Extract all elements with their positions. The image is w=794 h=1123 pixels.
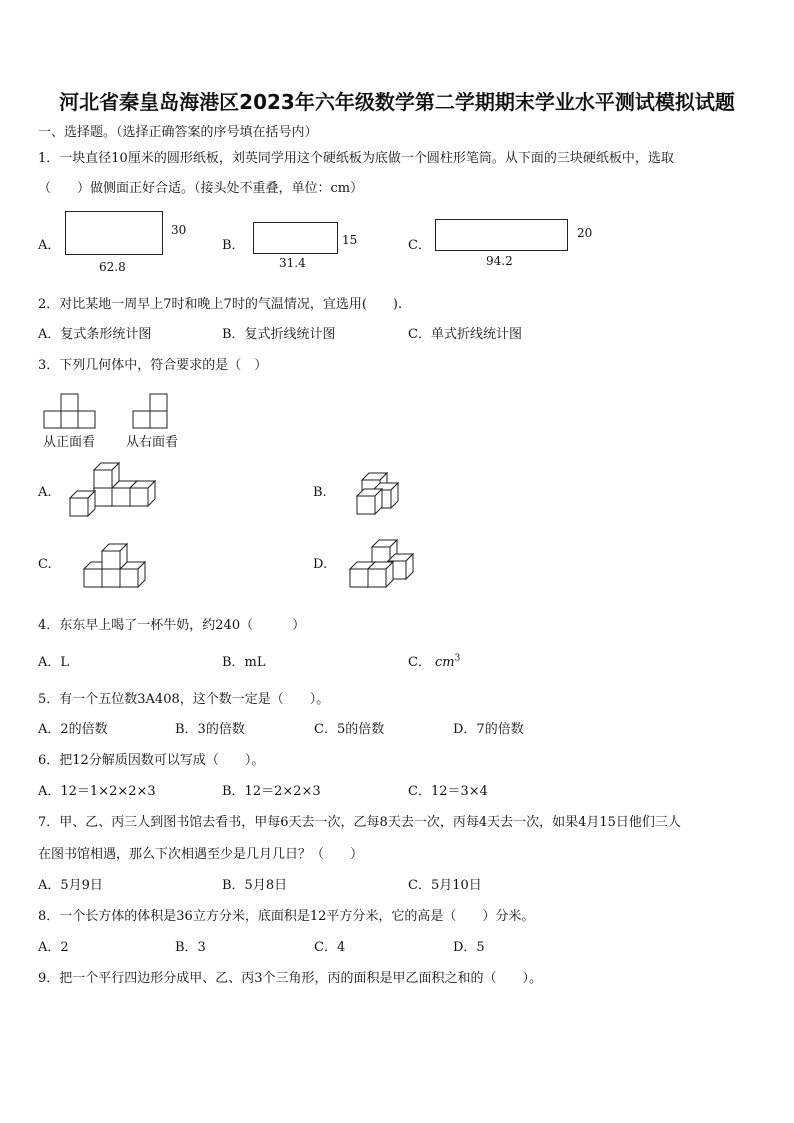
q1-option-b-width: 31.4 (279, 256, 306, 270)
q6-option-a[interactable]: A．12＝1×2×2×3 (38, 784, 156, 799)
q3-option-a-label[interactable]: A. (38, 485, 52, 500)
q5-option-a[interactable]: A．2的倍数 (38, 722, 108, 737)
q3-option-b-label[interactable]: B. (313, 485, 327, 500)
cube (130, 481, 155, 506)
q6-option-b[interactable]: B．12＝2×2×3 (222, 784, 321, 799)
q8-option-d[interactable]: D．5 (453, 940, 485, 955)
q1-option-a-width: 62.8 (99, 260, 126, 274)
right-view-caption: 从右面看 (126, 435, 179, 450)
cube (368, 562, 393, 587)
front-view-figure (44, 393, 104, 429)
q1-option-a-height: 30 (171, 223, 187, 237)
q4-option-c-unit-exponent: 3 (454, 653, 461, 664)
q7-option-b[interactable]: B．5月8日 (222, 878, 288, 893)
cube (70, 491, 95, 516)
q1-option-a-rectangle (65, 211, 163, 255)
q1-option-c-label[interactable]: C． (408, 238, 431, 253)
q4-option-a[interactable]: A．L (38, 655, 70, 670)
front-view-caption: 从正面看 (43, 435, 96, 450)
question-1-line-2: （ ）做侧面正好合适。（接头处不重叠，单位：cm） (38, 181, 364, 196)
cube (357, 489, 382, 514)
question-7-line-1: 7．甲、乙、丙三人到图书馆去看书，甲每6天去一次，乙每8天去一次，丙每4天去一次，如果4月15日他们三人 (38, 815, 681, 830)
question-9: 9．把一个平行四边形分成甲、乙、丙3个三角形，丙的面积是甲乙面积之和的（ ）。 (38, 971, 543, 986)
q1-option-a-label[interactable]: A． (38, 238, 61, 253)
cube (102, 544, 127, 569)
q3-option-c-solid (80, 545, 150, 591)
q4-option-c[interactable] (408, 651, 460, 670)
q2-option-c[interactable]: C．单式折线统计图 (408, 327, 522, 342)
page-title: 河北省秦皇岛海港区2023年六年级数学第二学期期末学业水平测试模拟试题 (59, 90, 735, 114)
q7-option-a[interactable]: A．5月9日 (38, 878, 103, 893)
q5-option-b[interactable]: B．3的倍数 (175, 722, 245, 737)
q4-option-c-label: C． (408, 655, 431, 670)
q2-option-a[interactable]: A．复式条形统计图 (38, 327, 152, 342)
question-1-line-1: 1．一块直径10厘米的圆形纸板，刘英同学用这个硬纸板为底做一个圆柱形笔筒。从下面的三块硬纸板中，选取 (38, 151, 674, 166)
question-4: 4．东东早上喝了一杯牛奶，约240（ ） (38, 618, 306, 633)
q3-option-d-label[interactable]: D. (313, 557, 328, 572)
q8-option-a[interactable]: A．2 (38, 940, 69, 955)
cube (94, 463, 119, 488)
q5-option-c[interactable]: C．5的倍数 (314, 722, 385, 737)
q1-option-b-height: 15 (342, 233, 358, 247)
q1-option-c-rectangle (435, 219, 568, 251)
q4-option-b[interactable]: B．mL (222, 655, 266, 670)
q5-option-d[interactable]: D．7的倍数 (453, 722, 524, 737)
q1-option-b-rectangle (253, 222, 338, 254)
q4-option-c-unit: cm (434, 655, 455, 670)
question-6: 6．把12分解质因数可以写成（ ）。 (38, 753, 265, 768)
q1-option-b-label[interactable]: B． (222, 238, 245, 253)
q3-option-a-solid (68, 468, 158, 520)
question-7-line-2: 在图书馆相遇，那么下次相遇至少是几月几日？（ ） (38, 847, 364, 862)
question-3: 3．下列几何体中，符合要求的是（ ） (38, 358, 268, 373)
q8-option-c[interactable]: C．4 (314, 940, 346, 955)
q6-option-c[interactable]: C．12＝3×4 (408, 784, 488, 799)
q2-option-b[interactable]: B．复式折线统计图 (222, 327, 336, 342)
q7-option-c[interactable]: C．5月10日 (408, 878, 482, 893)
q1-option-c-height: 20 (577, 226, 593, 240)
question-8: 8．一个长方体的体积是36立方分米，底面积是12平方分米，它的高是（ ）分米。 (38, 909, 535, 924)
q1-option-c-width: 94.2 (486, 254, 513, 268)
question-5: 5．有一个五位数3A408，这个数一定是（ ）。 (38, 692, 330, 707)
section-heading: 一、选择题。（选择正确答案的序号填在括号内） (38, 125, 318, 140)
q3-option-d-solid (348, 539, 418, 591)
q3-option-b-solid (355, 470, 405, 518)
question-2: 2．对比某地一周早上7时和晚上7时的气温情况，宜选用( ). (38, 297, 403, 312)
q3-option-c-label[interactable]: C. (38, 557, 52, 572)
right-view-figure (133, 393, 173, 429)
q8-option-b[interactable]: B．3 (175, 940, 206, 955)
